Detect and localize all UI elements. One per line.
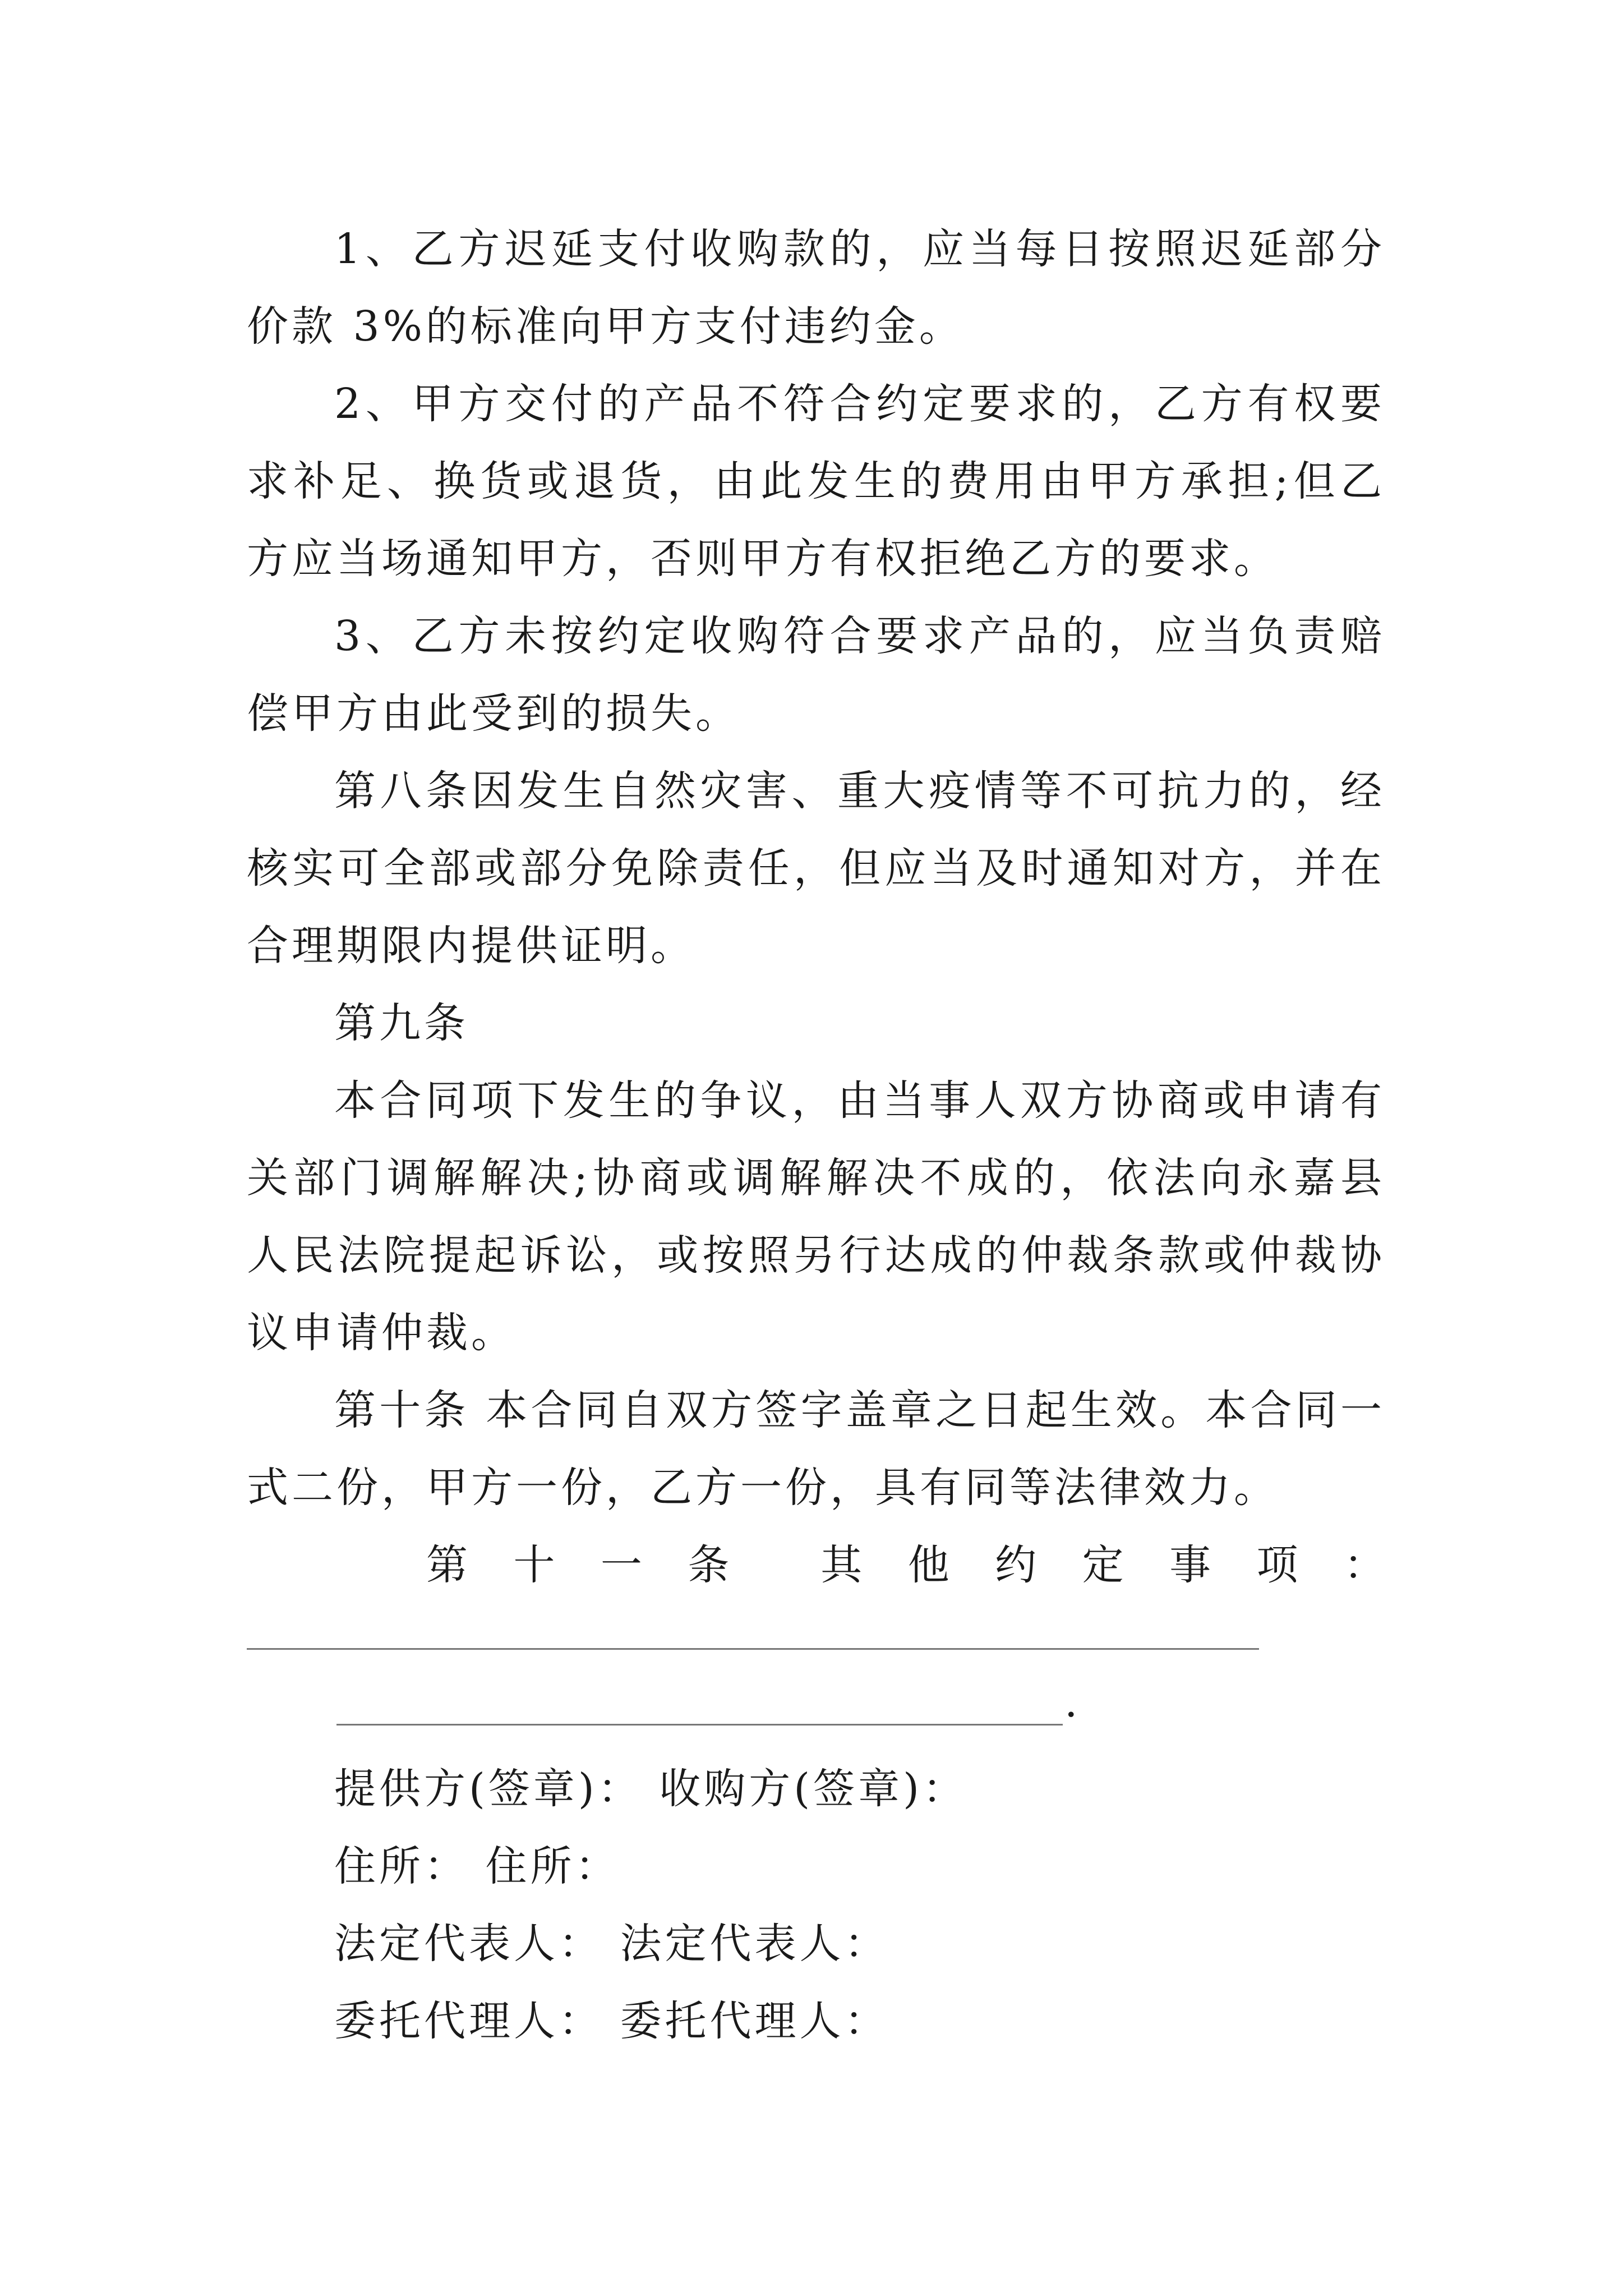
clause-purchase-failure: 3、乙方未按约定收购符合要求产品的，应当负责赔偿甲方由此受到的损失。 — [247, 612, 1385, 738]
article-9-dispute-resolution: 本合同项下发生的争议，由当事人双方协商或申请有关部门调解解决;协商或调解解决不成的，依法向永嘉县人民法院提起诉讼，或按照另行达成的仲裁条款或仲裁协议申请仲裁。 — [247, 1076, 1385, 1357]
blank-fill-line-short — [336, 1724, 1063, 1726]
article-11-char: 定 — [1082, 1541, 1124, 1589]
blank-fill-line — [247, 1648, 1259, 1650]
line-end-period: . — [1064, 1678, 1078, 1727]
article-9-heading: 第九条 — [334, 999, 469, 1047]
article-11-char: 其 — [820, 1541, 863, 1589]
article-11-char: 项 — [1256, 1541, 1298, 1589]
article-11-char: ： — [1343, 1541, 1385, 1589]
article-11-other-terms — [247, 1526, 1385, 1604]
signature-parties: 提供方(签章)： 收购方(签章)： — [334, 1765, 968, 1813]
signature-authorized-agent: 委托代理人： 委托代理人： — [334, 1997, 889, 2045]
article-11-char: 第 — [426, 1541, 468, 1589]
signature-address: 住所： 住所： — [334, 1842, 620, 1890]
signature-block — [334, 1750, 967, 2060]
article-11-char: 一 — [600, 1541, 642, 1589]
article-11-char: 十 — [513, 1541, 555, 1589]
article-11-char: 事 — [1169, 1541, 1211, 1589]
article-11-char: 约 — [995, 1541, 1037, 1589]
article-11-char: 他 — [907, 1541, 949, 1589]
clause-nonconforming-goods: 2、甲方交付的产品不符合约定要求的，乙方有权要求补足、换货或退货，由此发生的费用由甲方承担;但乙方应当场通知甲方，否则甲方有权拒绝乙方的要求。 — [247, 380, 1385, 583]
article-10-effectiveness: 第十条 本合同自双方签字盖章之日起生效。本合同一式二份，甲方一份，乙方一份，具有同等法律效力。 — [247, 1386, 1385, 1512]
clause-late-payment: 1、乙方迟延支付收购款的，应当每日按照迟延部分价款 3%的标准向甲方支付违约金。 — [247, 225, 1385, 351]
contract-body — [247, 210, 1385, 1604]
article-8-force-majeure: 第八条因发生自然灾害、重大疫情等不可抗力的，经核实可全部或部分免除责任，但应当及时通知对方，并在合理期限内提供证明。 — [247, 767, 1385, 970]
signature-legal-representative: 法定代表人： 法定代表人： — [334, 1920, 889, 1968]
article-11-char: 条 — [688, 1541, 730, 1589]
